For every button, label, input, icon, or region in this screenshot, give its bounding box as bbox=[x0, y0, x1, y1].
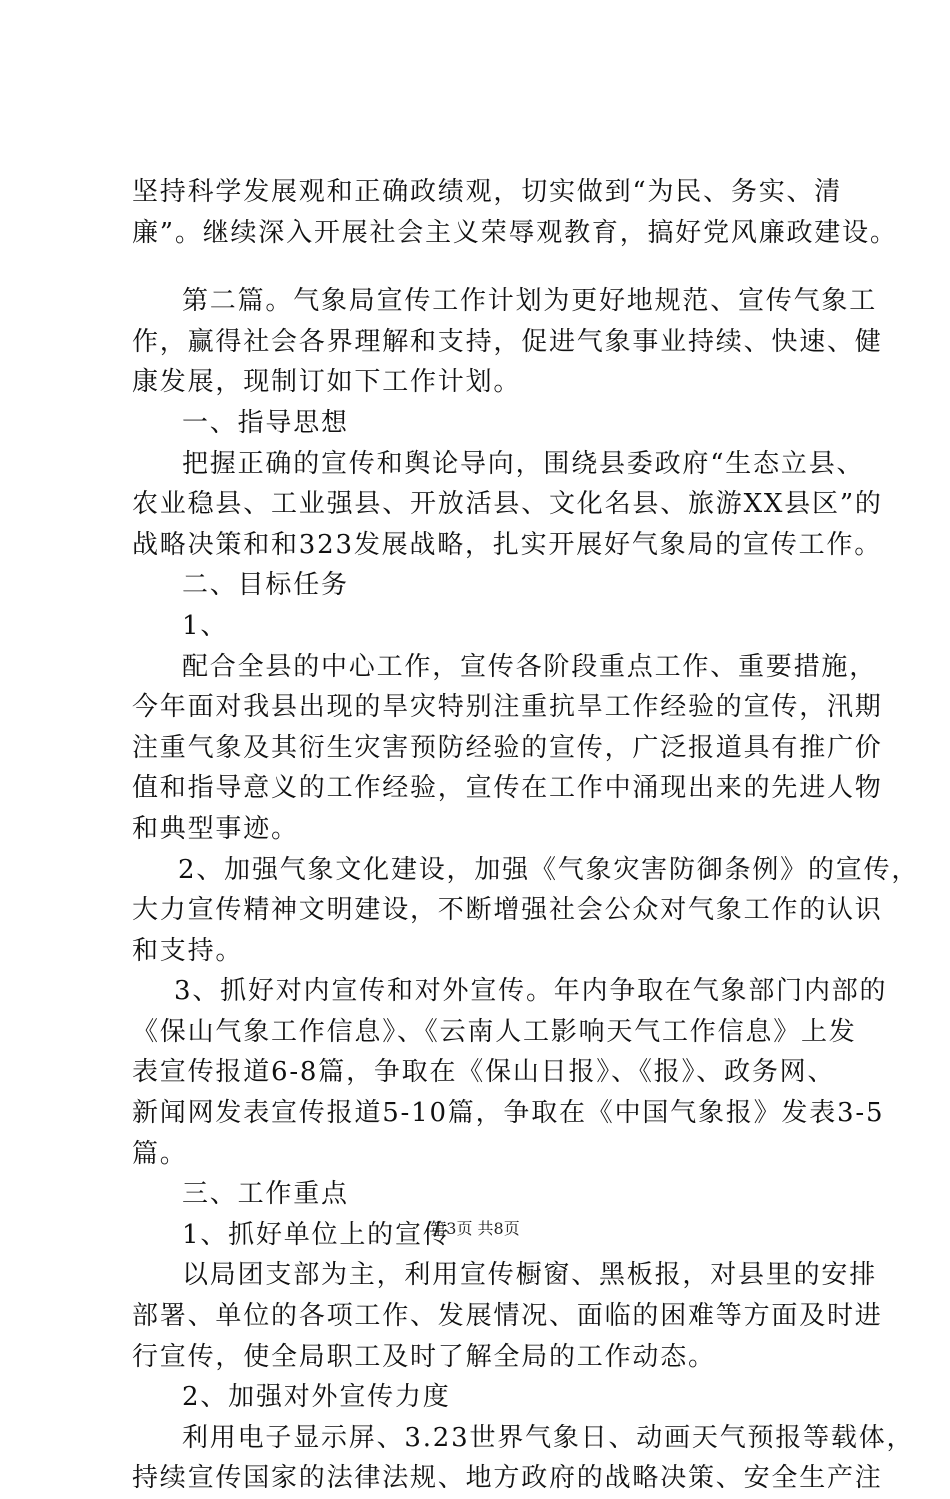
text-line: 《保山气象工作信息》、《云南人工影响天气工作信息》上发 bbox=[132, 1016, 857, 1047]
text-line: 和支持。 bbox=[132, 935, 244, 966]
text-line: 持续宣传国家的法律法规、地方政府的战略决策、安全生产注 bbox=[132, 1463, 883, 1494]
text-line: 廉”。继续深入开展社会主义荣辱观教育，搞好党风廉政建设。 bbox=[132, 217, 898, 248]
text-line: 作，赢得社会各界理解和支持，促进气象事业持续、快速、健 bbox=[132, 326, 883, 357]
document-body bbox=[132, 172, 920, 1499]
text-line: 把握正确的宣传和舆论导向，围绕县委政府“生态立县、 bbox=[182, 448, 865, 479]
text-line: 康发展，现制订如下工作计划。 bbox=[132, 367, 522, 398]
text-line: 3、抓好对内宣传和对外宣传。年内争取在气象部门内部的 bbox=[174, 976, 888, 1007]
text-line: 配合全县的中心工作，宣传各阶段重点工作、重要措施， bbox=[182, 651, 878, 682]
text-line: 农业稳县、工业强县、开放活县、文化名县、旅游XX县区”的 bbox=[132, 489, 883, 520]
heading-goals: 二、目标任务 bbox=[182, 570, 349, 601]
text-line: 今年面对我县出现的旱灾特别注重抗旱工作经验的宣传，汛期 bbox=[132, 692, 883, 723]
text-line: 行宣传，使全局职工及时了解全局的工作动态。 bbox=[132, 1341, 716, 1372]
text-line: 战略决策和和323发展战略，扎实开展好气象局的宣传工作。 bbox=[132, 529, 883, 560]
text-line: 部署、单位的各项工作、发展情况、面临的困难等方面及时进 bbox=[132, 1301, 883, 1332]
subheading: 1、抓好单位上的宣传 bbox=[182, 1219, 451, 1250]
text-line: 篇。 bbox=[132, 1138, 188, 1169]
text-line: 值和指导意义的工作经验，宣传在工作中涌现出来的先进人物 bbox=[132, 773, 883, 804]
section-heading-line: 第二篇。气象局宣传工作计划为更好地规范、宣传气象工 bbox=[182, 286, 878, 317]
page-number-footer: 第3页 共8页 bbox=[430, 1219, 520, 1238]
text-line: 2、加强气象文化建设，加强《气象灾害防御条例》的宣传， bbox=[178, 854, 920, 885]
heading-work-focus: 三、工作重点 bbox=[182, 1179, 349, 1210]
text-line: 和典型事迹。 bbox=[132, 813, 299, 844]
text-line: 表宣传报道6-8篇，争取在《保山日报》、《报》、政务网、 bbox=[132, 1057, 836, 1088]
text-line: 以局团支部为主，利用宣传橱窗、黑板报，对县里的安排 bbox=[182, 1260, 878, 1291]
text-line: 利用电子显示屏、3.23世界气象日、动画天气预报等载体， bbox=[182, 1422, 915, 1453]
text-line: 坚持科学发展观和正确政绩观，切实做到“为民、务实、清 bbox=[132, 177, 843, 207]
text-line: 新闻网发表宣传报道5-10篇，争取在《中国气象报》发表3-5 bbox=[132, 1098, 885, 1129]
subheading: 2、加强对外宣传力度 bbox=[182, 1382, 451, 1413]
heading-guiding-thought: 一、指导思想 bbox=[182, 407, 349, 438]
paragraph-gap bbox=[132, 253, 832, 281]
text-line: 大力宣传精神文明建设，不断增强社会公众对气象工作的认识 bbox=[132, 895, 883, 926]
text-line: 注重气象及其衍生灾害预防经验的宣传，广泛报道具有推广价 bbox=[132, 732, 883, 763]
list-number: 1、 bbox=[182, 610, 229, 641]
